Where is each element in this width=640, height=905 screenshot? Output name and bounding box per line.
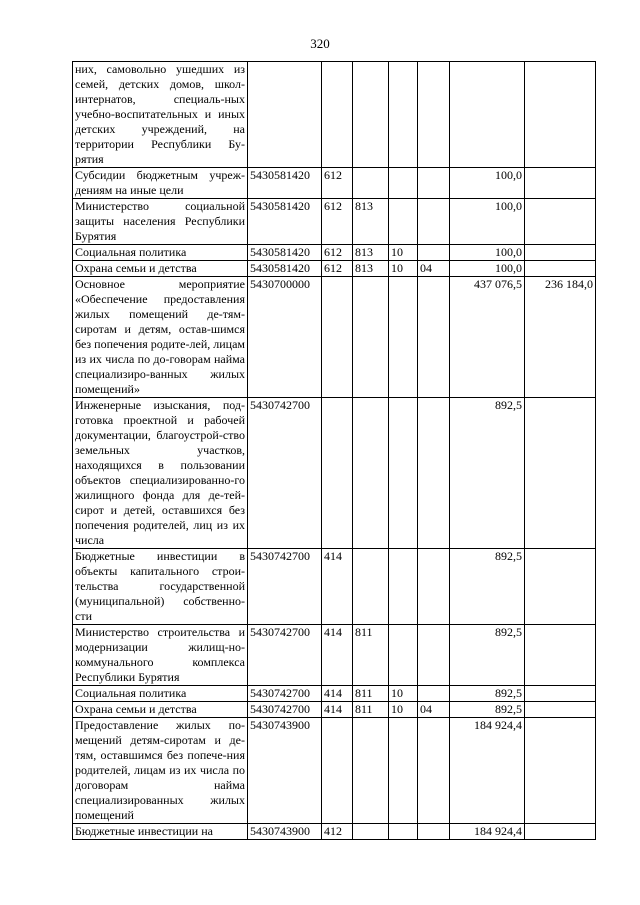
section-cell: [389, 168, 418, 199]
table-row: [73, 245, 596, 261]
subsection-cell: 04: [418, 702, 450, 718]
expense-type-cell: [322, 718, 353, 824]
target-article-cell: 5430581420: [248, 245, 322, 261]
target-article-cell: 5430742700: [248, 686, 322, 702]
subsection-cell: [418, 686, 450, 702]
target-article-cell: 5430742700: [248, 549, 322, 625]
amount-cell: 100,0: [450, 168, 525, 199]
amount-cell: [450, 62, 525, 168]
amount-extra-cell: [525, 245, 596, 261]
ministry-code-cell: [353, 62, 389, 168]
row-name-cell: них, самовольно ушедших из семей, детских домов, школ-интернатов, специаль-ных учебно-воспитательных и иных детских учреждений, на территории Республики Бу-рятия: [73, 62, 248, 168]
table-row: [73, 625, 596, 686]
ministry-code-cell: [353, 824, 389, 840]
section-cell: [389, 718, 418, 824]
row-name-cell: Основное мероприятие «Обеспечение предоставления жилых помещений де-тям-сиротам и детям, остав-шимся без попечения родите-лей, лицам из их числа по до-говорам найма специализиро-ванных жилых помещений»: [73, 277, 248, 398]
section-cell: [389, 824, 418, 840]
amount-extra-cell: [525, 168, 596, 199]
section-cell: 10: [389, 245, 418, 261]
table-row: [73, 398, 596, 549]
table-row: [73, 718, 596, 824]
ministry-code-cell: 811: [353, 686, 389, 702]
target-article-cell: 5430581420: [248, 261, 322, 277]
subsection-cell: [418, 277, 450, 398]
table-row: [73, 199, 596, 245]
row-name-cell: Охрана семьи и детства: [73, 702, 248, 718]
expense-type-cell: 414: [322, 686, 353, 702]
subsection-cell: [418, 168, 450, 199]
table-row: [73, 702, 596, 718]
row-name-cell: Предоставление жилых по-мещений детям-сиротам и де-тям, оставшимся без попече-ния родителей, лицам из их числа по договорам найма специализированных жилых помещений: [73, 718, 248, 824]
table-row: [73, 686, 596, 702]
expense-type-cell: 414: [322, 625, 353, 686]
amount-extra-cell: [525, 702, 596, 718]
ministry-code-cell: [353, 277, 389, 398]
ministry-code-cell: [353, 718, 389, 824]
subsection-cell: [418, 245, 450, 261]
row-name-cell: Инженерные изыскания, под-готовка проектной и рабочей документации, благоустрой-ство земельных участков, находящихся в пользовании объектов специализированно-го жилищного фонда для де-тей-сирот и детей, оставшихся без попечения родителей, лиц из их числа: [73, 398, 248, 549]
subsection-cell: [418, 625, 450, 686]
amount-extra-cell: [525, 718, 596, 824]
row-name-cell: Бюджетные инвестиции в объекты капитального строи-тельства государственной (муниципальной) собственно-сти: [73, 549, 248, 625]
amount-cell: 892,5: [450, 625, 525, 686]
budget-table: [72, 61, 596, 840]
amount-extra-cell: [525, 625, 596, 686]
expense-type-cell: 612: [322, 245, 353, 261]
section-cell: [389, 549, 418, 625]
subsection-cell: [418, 718, 450, 824]
subsection-cell: [418, 398, 450, 549]
expense-type-cell: [322, 62, 353, 168]
ministry-code-cell: [353, 398, 389, 549]
ministry-code-cell: 813: [353, 245, 389, 261]
amount-extra-cell: [525, 686, 596, 702]
amount-cell: 184 924,4: [450, 718, 525, 824]
target-article-cell: 5430743900: [248, 718, 322, 824]
table-row: [73, 62, 596, 168]
ministry-code-cell: [353, 549, 389, 625]
subsection-cell: [418, 199, 450, 245]
row-name-cell: Социальная политика: [73, 686, 248, 702]
target-article-cell: 5430742700: [248, 702, 322, 718]
row-name-cell: Охрана семьи и детства: [73, 261, 248, 277]
expense-type-cell: [322, 277, 353, 398]
target-article-cell: 5430700000: [248, 277, 322, 398]
amount-cell: 892,5: [450, 549, 525, 625]
expense-type-cell: 414: [322, 549, 353, 625]
amount-cell: 100,0: [450, 261, 525, 277]
table-row: [73, 168, 596, 199]
amount-cell: 100,0: [450, 245, 525, 261]
table-row: [73, 549, 596, 625]
amount-extra-cell: [525, 824, 596, 840]
amount-extra-cell: [525, 62, 596, 168]
expense-type-cell: [322, 398, 353, 549]
section-cell: [389, 199, 418, 245]
target-article-cell: 5430581420: [248, 168, 322, 199]
section-cell: [389, 277, 418, 398]
table-row: [73, 824, 596, 840]
amount-extra-cell: [525, 549, 596, 625]
amount-extra-cell: 236 184,0: [525, 277, 596, 398]
amount-cell: 184 924,4: [450, 824, 525, 840]
row-name-cell: Социальная политика: [73, 245, 248, 261]
ministry-code-cell: [353, 168, 389, 199]
ministry-code-cell: 813: [353, 199, 389, 245]
expense-type-cell: 412: [322, 824, 353, 840]
expense-type-cell: 414: [322, 702, 353, 718]
expense-type-cell: 612: [322, 168, 353, 199]
subsection-cell: [418, 62, 450, 168]
row-name-cell: Бюджетные инвестиции на: [73, 824, 248, 840]
amount-extra-cell: [525, 398, 596, 549]
row-name-cell: Субсидии бюджетным учреж-дениям на иные цели: [73, 168, 248, 199]
amount-cell: 892,5: [450, 398, 525, 549]
expense-type-cell: 612: [322, 261, 353, 277]
ministry-code-cell: 811: [353, 625, 389, 686]
amount-extra-cell: [525, 199, 596, 245]
section-cell: 10: [389, 686, 418, 702]
table-row: [73, 261, 596, 277]
target-article-cell: 5430743900: [248, 824, 322, 840]
target-article-cell: 5430742700: [248, 625, 322, 686]
ministry-code-cell: 813: [353, 261, 389, 277]
ministry-code-cell: 811: [353, 702, 389, 718]
amount-cell: 892,5: [450, 702, 525, 718]
amount-cell: 437 076,5: [450, 277, 525, 398]
subsection-cell: 04: [418, 261, 450, 277]
target-article-cell: [248, 62, 322, 168]
amount-cell: 100,0: [450, 199, 525, 245]
target-article-cell: 5430742700: [248, 398, 322, 549]
section-cell: [389, 62, 418, 168]
table-row: [73, 277, 596, 398]
amount-extra-cell: [525, 261, 596, 277]
section-cell: [389, 398, 418, 549]
subsection-cell: [418, 824, 450, 840]
subsection-cell: [418, 549, 450, 625]
page-number: 320: [310, 36, 330, 51]
row-name-cell: Министерство строительства и модернизации жилищ-но-коммунального комплекса Республики Бурятия: [73, 625, 248, 686]
section-cell: [389, 625, 418, 686]
target-article-cell: 5430581420: [248, 199, 322, 245]
section-cell: 10: [389, 702, 418, 718]
row-name-cell: Министерство социальной защиты населения Республики Бурятия: [73, 199, 248, 245]
amount-cell: 892,5: [450, 686, 525, 702]
section-cell: 10: [389, 261, 418, 277]
expense-type-cell: 612: [322, 199, 353, 245]
